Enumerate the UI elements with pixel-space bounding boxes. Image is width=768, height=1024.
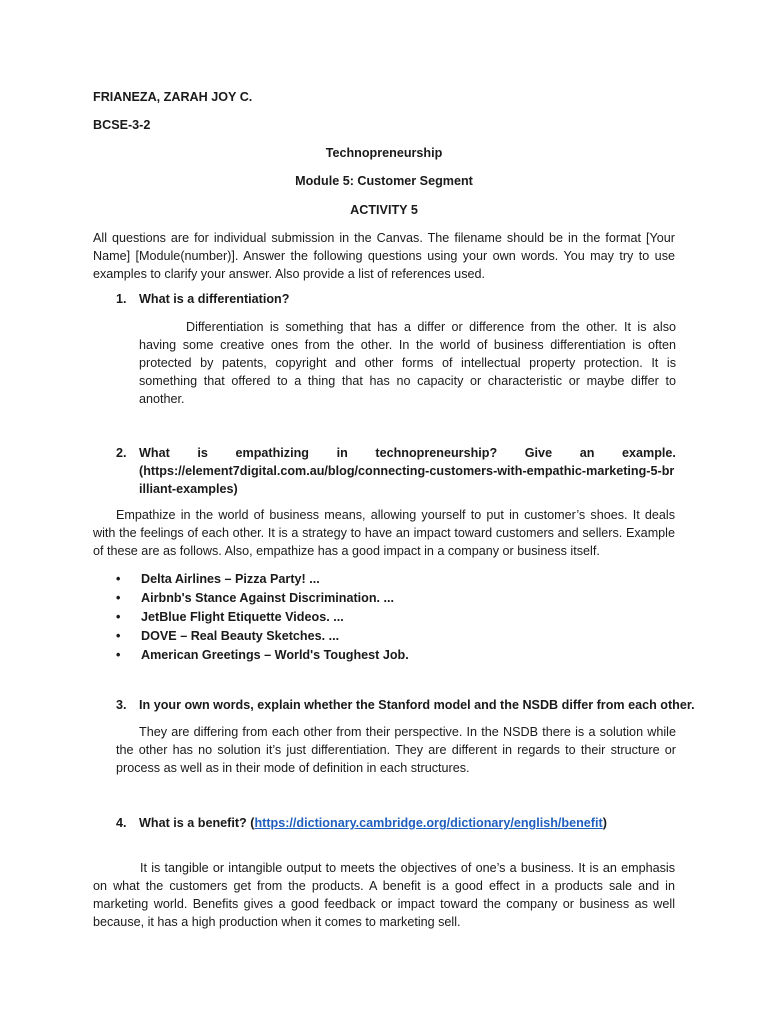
answer-2: Empathize in the world of business means, allowing yourself to put in customer’s shoes. It deals with the feelings of each other. It is a strategy to have an impact toward customers and sellers. Example of these are as follows. Also, empathize has a good impact in a company or business itself. — [93, 508, 675, 558]
question-2 — [116, 444, 676, 498]
list-item: • DOVE – Real Beauty Sketches. ... — [116, 627, 676, 646]
question-text: What is a differentiation? — [139, 292, 290, 306]
question-text: What is empathizing in technopreneurship? Give an example. — [139, 446, 676, 460]
answer-4: It is tangible or intangible output to meets the objectives of one’s a business. It is an emphasis on what the customers get from the products. A benefit is a good effect in a products sale and in marketing world. Benefits gives a good feedback or impact toward the company or business as well because, it has a high production when it comes to marketing sell. — [93, 861, 675, 929]
instructions-paragraph: All questions are for individual submission in the Canvas. The filename should be in the format [Your Name] [Module(number)]. Answer the following questions using your own words. You may try to use examples to clarify your answer. Also provide a list of references used. — [93, 231, 675, 281]
question-number: 1. — [116, 292, 127, 306]
section-code: BCSE-3-2 — [93, 118, 151, 132]
question-number: 3. — [116, 698, 127, 712]
examples-list — [116, 570, 676, 665]
question-text: In your own words, explain whether the Stanford model and the NSDB differ from each other. — [139, 698, 695, 712]
activity-title: ACTIVITY 5 — [350, 203, 418, 217]
question-1 — [116, 290, 676, 308]
module-title: Module 5: Customer Segment — [295, 174, 473, 188]
list-item: • Airbnb's Stance Against Discrimination. ... — [116, 589, 676, 608]
question-number: 4. — [116, 816, 127, 830]
list-item: • JetBlue Flight Etiquette Videos. ... — [116, 608, 676, 627]
course-title: Technopreneurship — [325, 146, 443, 160]
benefit-reference-link[interactable]: https://dictionary.cambridge.org/dictionary/english/benefit — [254, 816, 603, 830]
question-4 — [116, 814, 676, 832]
list-item: • Delta Airlines – Pizza Party! ... — [116, 570, 676, 589]
answer-3: They are differing from each other from their perspective. In the NSDB there is a solution while the other has no solution it’s just differentiation. They are different in regards to their structure or process as well as in their mode of definition in each structures. — [116, 725, 676, 775]
question-number: 2. — [116, 446, 127, 460]
reference-url: (https://element7digital.com.au/blog/connecting-customers-with-empathic-marketing-5-brilliant-examples) — [139, 464, 675, 496]
answer-1: Differentiation is something that has a differ or difference from the other. It is also having some creative ones from the other. In the world of business differentiation is often protected by patents, copyright and other forms of intellectual property protection. It is something that offered to a thing that has no capacity or characteristic or maybe differ to another. — [139, 320, 676, 406]
list-item: • American Greetings – World's Toughest Job. — [116, 646, 676, 665]
student-name: FRIANEZA, ZARAH JOY C. — [93, 90, 253, 104]
question-3 — [116, 696, 695, 714]
question-text: What is a benefit? (https://dictionary.cambridge.org/dictionary/english/benefit) — [139, 816, 607, 830]
